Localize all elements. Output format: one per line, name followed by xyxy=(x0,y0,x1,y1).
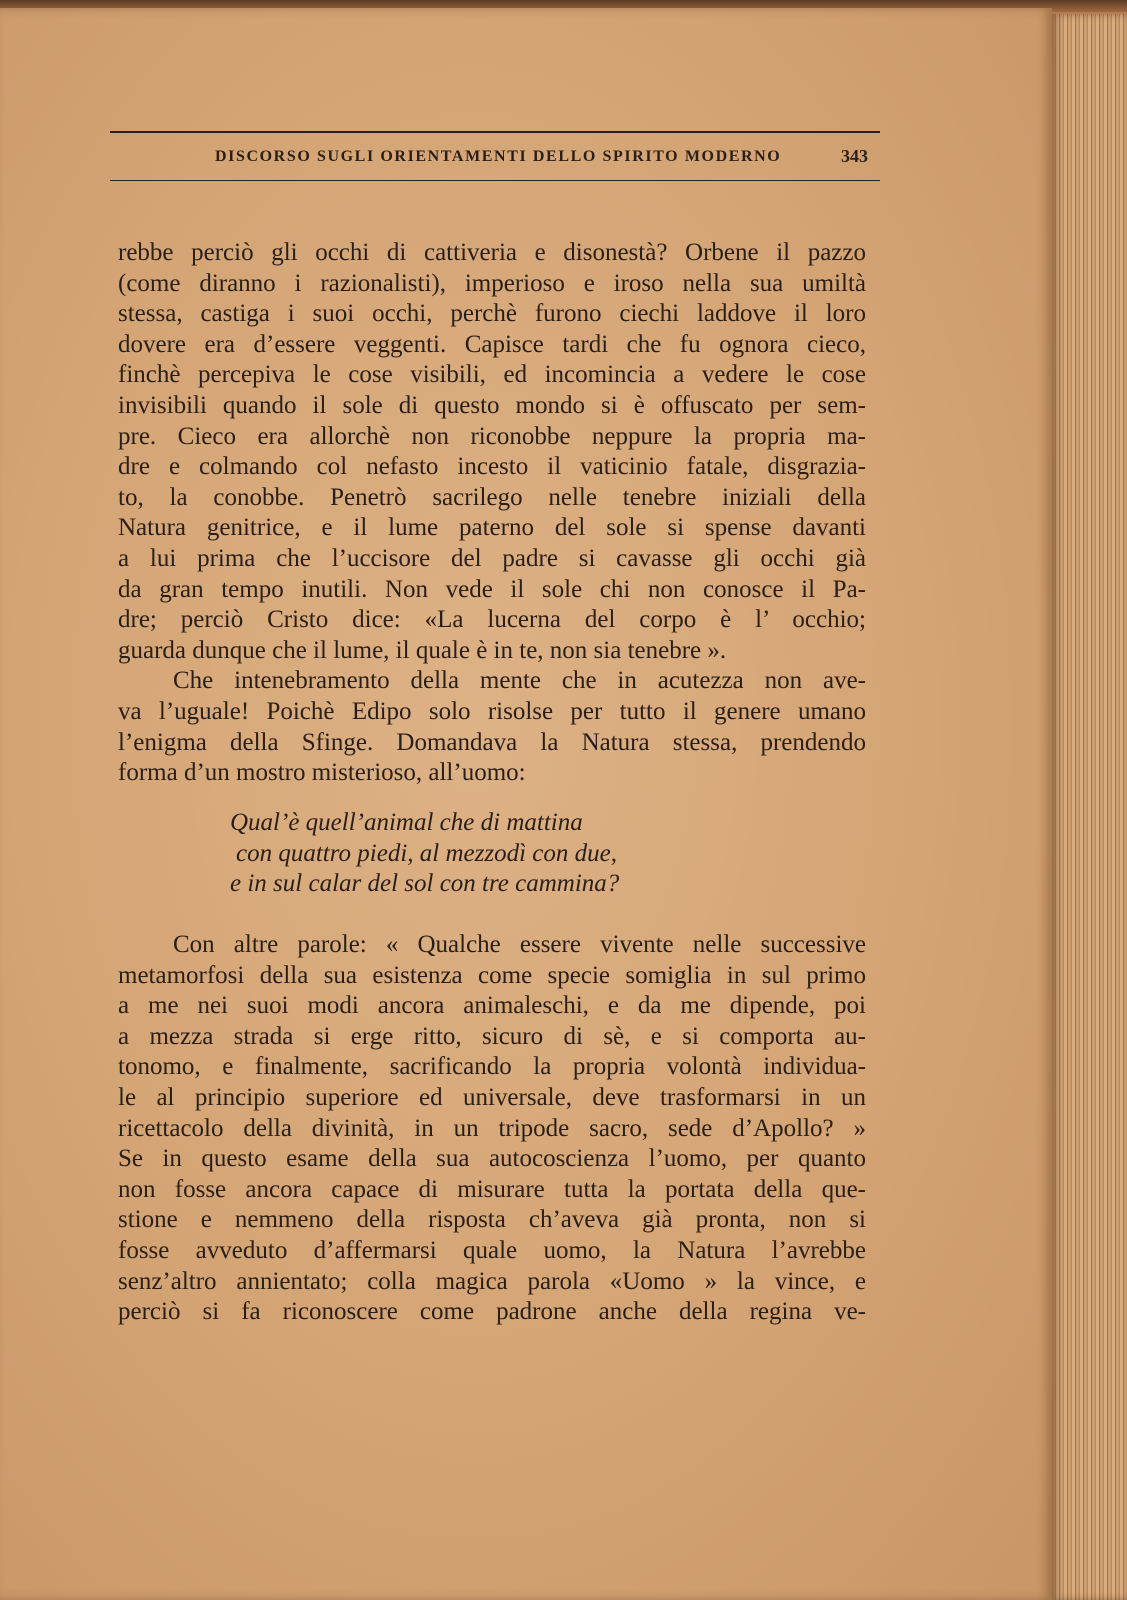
text-line: a me nei suoi modi ancora animaleschi, e da me dipende, poi xyxy=(118,992,866,1020)
text-line: dre; perciò Cristo dice: «La lucerna del corpo è l’ occhio; xyxy=(118,606,866,634)
text-line: a lui prima che l’uccisore del padre si cavasse gli occhi già xyxy=(118,544,866,572)
text-line: to, la conobbe. Penetrò sacrilego nelle tenebre iniziali della xyxy=(118,483,866,511)
text-line: non fosse ancora capace di misurare tutta la portata della que- xyxy=(118,1175,866,1203)
running-header-title: DISCORSO SUGLI ORIENTAMENTI DELLO SPIRITO MODERNO xyxy=(215,148,782,165)
running-header xyxy=(110,140,880,174)
text-line: guarda dunque che il lume, il quale è in te, non sia tenebre ». xyxy=(118,636,727,664)
paragraph-3 xyxy=(118,930,866,1328)
verse-line: con quattro piedi, al mezzodì con due, xyxy=(236,839,617,867)
text-line: le al principio superiore ed universale, deve trasformarsi in un xyxy=(118,1083,866,1111)
header-rule-top xyxy=(110,131,880,133)
text-line: stione e nemmeno della risposta ch’aveva già pronta, non si xyxy=(118,1206,866,1234)
text-line: Con altre parole: « Qualche essere vivente nelle successive xyxy=(173,931,866,958)
header-rule-bottom xyxy=(110,180,880,181)
text-line: senz’altro annientato; colla magica parola «Uomo » la vince, e xyxy=(118,1267,866,1295)
page-edges xyxy=(1052,14,1127,1600)
verse-line: e in sul calar del sol con tre cammina? xyxy=(230,870,620,897)
text-line: va l’uguale! Poichè Edipo solo risolse per tutto il genere umano xyxy=(118,697,866,725)
text-line: l’enigma della Sfinge. Domandava la Natura stessa, prendendo xyxy=(118,728,866,756)
text-line: Che intenebramento della mente che in acutezza non ave- xyxy=(173,667,866,695)
text-line: tonomo, e finalmente, sacrificando la propria volontà individua- xyxy=(118,1053,866,1081)
text-line: (come diranno i razionalisti), imperioso e iroso nella sua umiltà xyxy=(118,269,866,297)
text-line: invisibili quando il sole di questo mondo si è offuscato per sem- xyxy=(118,391,866,419)
verse-quotation xyxy=(230,808,750,900)
text-line: dre e colmando col nefasto incesto il vaticinio fatale, disgrazia- xyxy=(118,453,866,481)
text-line: fosse avveduto d’affermarsi quale uomo, la Natura l’avrebbe xyxy=(118,1236,866,1264)
page-number: 343 xyxy=(841,146,868,166)
text-line: rebbe perciò gli occhi di cattiveria e disonestà? Orbene il pazzo xyxy=(118,239,866,266)
text-line: metamorfosi della sua esistenza come specie somiglia in sul primo xyxy=(118,961,866,989)
text-line: ricettacolo della divinità, in un tripode sacro, sede d’Apollo? » xyxy=(118,1114,866,1142)
text-line: Natura genitrice, e il lume paterno del sole si spense davanti xyxy=(118,514,866,542)
text-line: da gran tempo inutili. Non vede il sole chi non conosce il Pa- xyxy=(118,575,866,603)
text-line: finchè percepiva le cose visibili, ed incomincia a vedere le cose xyxy=(118,361,866,389)
text-line: dovere era d’essere veggenti. Capisce tardi che fu ognora cieco, xyxy=(118,330,866,358)
text-line: stessa, castiga i suoi occhi, perchè furono ciechi laddove il loro xyxy=(118,300,866,328)
text-line: perciò si fa riconoscere come padrone anche della regina ve- xyxy=(118,1298,866,1326)
text-line: Se in questo esame della sua autocoscienza l’uomo, per quanto xyxy=(118,1145,866,1173)
text-line: forma d’un mostro misterioso, all’uomo: xyxy=(118,759,526,787)
text-line: a mezza strada si erge ritto, sicuro di sè, e si comporta au- xyxy=(118,1022,866,1050)
verse-line: Qual’è quell’animal che di mattina xyxy=(230,809,583,836)
text-line: pre. Cieco era allorchè non riconobbe neppure la propria ma- xyxy=(118,422,866,450)
paragraph-1 xyxy=(118,238,866,789)
